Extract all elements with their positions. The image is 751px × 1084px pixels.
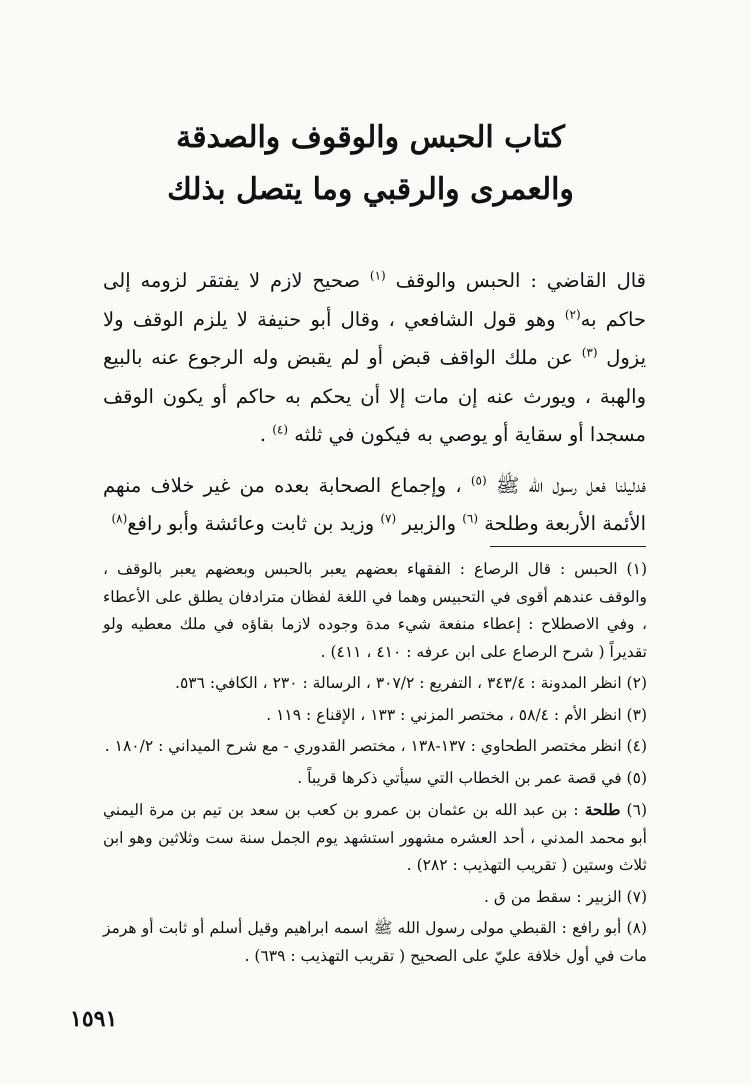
footnote-4: (٤) انظر مختصر الطحاوي : ١٣٧-١٣٨ ، مختصر القدوري - مع شرح الميداني : ١٨٠/٢ . xyxy=(104,737,647,755)
chapter-title xyxy=(120,112,621,216)
footnote-6-text: : بن عبد الله بن عثمان بن عمرو بن كعب بن سعد بن تيم بن مرة اليمني أبو محمد المدني ، أحد العشره مشهور استشهد يوم الجمل سنة ست وثلاثين وهو ابن ثلاث وستين ( تقريب التهذيب : ٢٨٢) . xyxy=(103,801,647,874)
footnote-6 xyxy=(103,796,647,880)
footnote-ref-3: (٣) xyxy=(581,345,598,360)
page-number: ١٥٩١ xyxy=(70,1006,118,1032)
main-text xyxy=(103,262,646,544)
footnote-2: (٢) انظر المدونة : ٣٤٣/٤ ، التفريع : ٣٠٧/٢ ، الرسالة : ٢٣٠ ، الكافي: ٥٣٦. xyxy=(175,674,647,692)
text-run: قال القاضي : الحبس والوقف xyxy=(395,269,646,292)
chapter-title-line-2: والعمرى والرقبي وما يتصل بذلك xyxy=(167,172,574,207)
footnote-3: (٣) انظر الأم : ٥٨/٤ ، مختصر المزني : ١٣٣ ، الإقناع : ١١٩ . xyxy=(266,705,647,724)
text-run: عن ملك الواقف قبض أو لم يقبض وله الرجوع عنه بالبيع والهبة ، ويورث عنه إن مات إلا أن يحكم به حاكم أو يكون الوقف مسجدا أو سقاية أو يوصي به فيكون في ثلثه xyxy=(103,346,646,446)
footnote-ref-6: (٦) xyxy=(462,511,479,526)
footnotes xyxy=(103,556,647,970)
text-run: . xyxy=(259,423,267,446)
text-run: وهو قول الشافعي ، وقال أبو حنيفة لا يلزم الوقف ولا يزول xyxy=(103,307,646,369)
footnote-ref-8: (٨) xyxy=(111,511,128,526)
paragraph-1 xyxy=(103,262,646,455)
footnote-6-name: طلحة xyxy=(584,800,621,819)
footnote-divider xyxy=(490,546,646,547)
footnote-6-label: (٦) xyxy=(626,801,647,819)
footnote-ref-2: (٢) xyxy=(564,307,581,321)
footnote-ref-4: (٤) xyxy=(272,422,289,437)
text-run: ، وإجماع الصحابة بعده من غير خلاف منهم الأئمة الأربعة وطلحة xyxy=(103,473,646,535)
text-run: والزبير xyxy=(402,512,456,535)
footnote-5: (٥) في قصة عمر بن الخطاب التي سيأتي ذكرها قريباً . xyxy=(297,768,647,787)
footnote-7: (٧) الزبير : سقط من ق . xyxy=(484,887,647,906)
chapter-title-line-1: كتاب الحبس والوقوف والصدقة xyxy=(176,120,565,155)
footnote-8: (٨) أبو رافع : القبطي مولى رسول الله ﷺ اسمه ابراهيم وقيل أسلم أو ثابت أو هرمز مات في أول خلافة عليّ على الصحيح ( تقريب التهذيب : ٦٣٩) . xyxy=(103,919,647,965)
text-run: فدليلنا فعل رسول الله ﷺ xyxy=(495,473,646,497)
footnote-ref-7: (٧) xyxy=(380,511,397,526)
paragraph-2 xyxy=(103,467,646,544)
text-run: وزيد بن ثابت وعائشة وأبو رافع xyxy=(127,512,375,535)
footnote-ref-1: (١) xyxy=(369,268,386,283)
footnote-ref-5: (٥) xyxy=(470,473,487,487)
footnote-1: (١) الحبس : قال الرصاع : الفقهاء بعضهم يعبر بالحبس وبعضهم يعبر بالوقف ، والوقف عندهم أقوى في التحبيس وهما في اللغة لفظان مترادفان يطلق على الأعطاء ، وفي الاصطلاح : إعطاء منفعة شيء مدة وجوده لازما بقاؤه في ملك معطيه ولو تقديراً ( شرح الرصاع على ابن عرفه : ٤١٠ ، ٤١١) . xyxy=(103,560,647,661)
text-run: صحيح لازم لا يفتقر لزومه إلى حاكم به xyxy=(103,269,647,331)
